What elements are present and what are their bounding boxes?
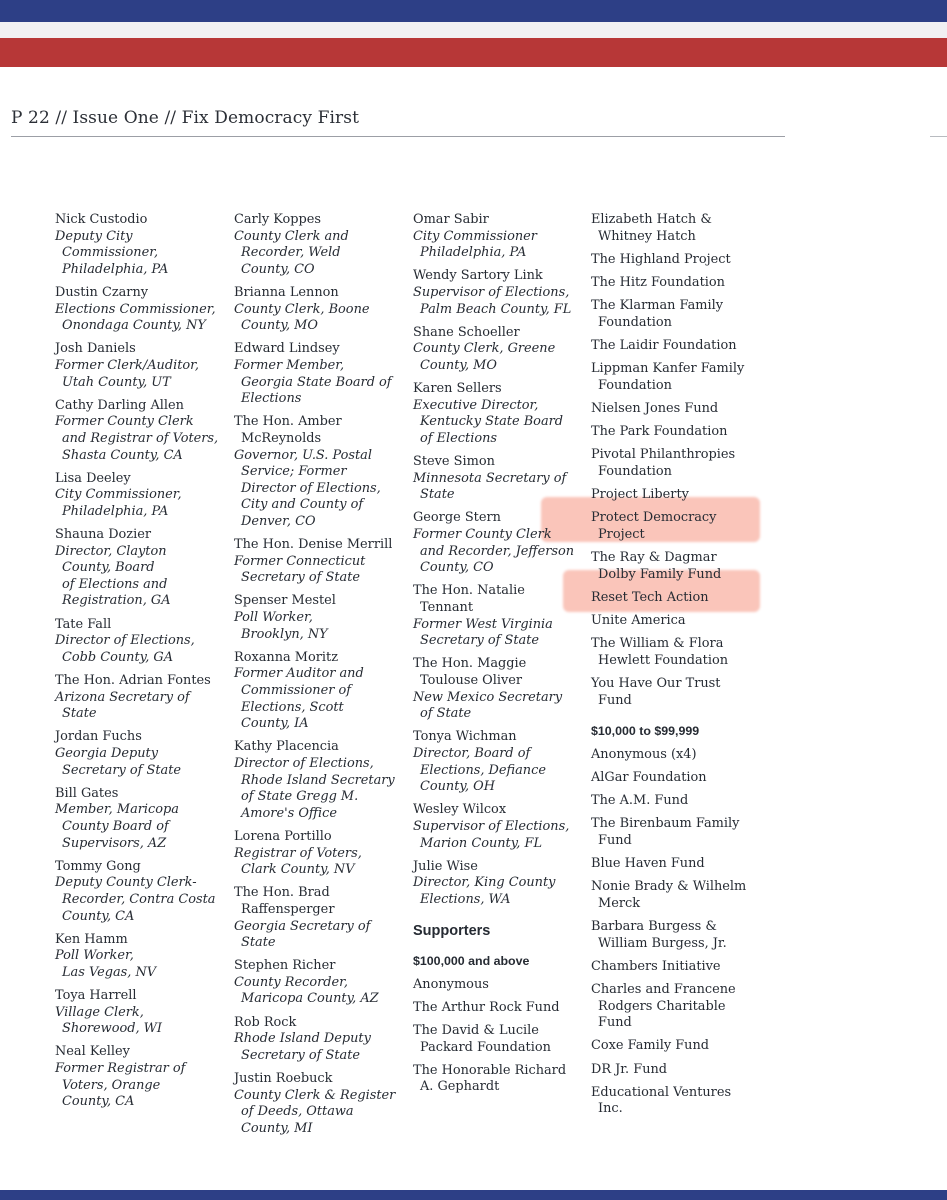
funder-item: AlGar Foundation xyxy=(591,769,707,785)
header-rule xyxy=(11,136,785,137)
person-name: Karen Sellers xyxy=(413,381,502,397)
funder-item: Project Liberty xyxy=(591,487,689,503)
directory-entry xyxy=(55,988,227,1038)
funder-item: Anonymous xyxy=(413,976,489,992)
directory-entry xyxy=(413,454,585,504)
header-rule-stub xyxy=(930,136,947,137)
supporters-heading: Supporters xyxy=(413,922,491,939)
person-title: Former Auditor and Commissioner of Elections, Scott County, IA xyxy=(234,666,364,732)
person-title: Arizona Secretary of State xyxy=(55,689,190,722)
person-title: County Clerk, Greene County, MO xyxy=(413,341,556,373)
directory-entry xyxy=(234,212,406,278)
directory-entry xyxy=(55,285,227,335)
directory-entry xyxy=(55,932,227,982)
person-title: Georgia Deputy Secretary of State xyxy=(55,745,182,778)
directory-entry xyxy=(413,325,585,375)
person-title: Former Registrar of Voters, Orange County, CA xyxy=(55,1061,186,1110)
person-title: Member, Maricopa County Board of Supervisors, AZ xyxy=(55,802,179,851)
funder-item: The Hitz Foundation xyxy=(591,274,725,290)
person-name: Kathy Placencia xyxy=(234,739,339,755)
funder-item: The Arthur Rock Fund xyxy=(413,999,560,1015)
person-title: County Clerk & Register of Deeds, Ottawa County, MI xyxy=(234,1087,396,1136)
person-name: Ken Hamm xyxy=(55,931,128,947)
person-name: Justin Roebuck xyxy=(234,1071,333,1087)
directory-entry xyxy=(413,656,585,722)
directory-entry xyxy=(55,617,227,667)
person-name: The Hon. Maggie Toulouse Oliver xyxy=(413,656,527,688)
person-name: The Hon. Adrian Fontes xyxy=(55,673,211,688)
tier-heading: $10,000 to $99,999 xyxy=(591,724,700,739)
column-3 xyxy=(413,212,585,1103)
directory-entry xyxy=(234,739,406,822)
directory-entry xyxy=(234,1015,406,1065)
directory-entry xyxy=(55,1044,227,1110)
person-name: Julie Wise xyxy=(413,858,478,874)
person-title: Former County Clerk and Registrar of Voters, Shasta County, CA xyxy=(55,414,219,463)
directory-entry xyxy=(55,786,227,852)
directory-entry xyxy=(55,729,227,779)
person-title: Deputy City Commissioner, Philadelphia, PA xyxy=(55,228,169,277)
directory-entry xyxy=(234,537,406,587)
funder-item: The Ray & Dagmar Dolby Family Fund xyxy=(591,550,722,582)
directory-entry xyxy=(234,829,406,879)
person-name: Tommy Gong xyxy=(55,858,141,874)
person-name: Rob Rock xyxy=(234,1014,297,1030)
top-blue-band xyxy=(0,0,947,22)
person-name: The Hon. Denise Merrill xyxy=(234,537,393,553)
funder-item: Charles and Francene Rodgers Charitable Fund xyxy=(591,982,736,1031)
person-title: Poll Worker, Las Vegas, NV xyxy=(55,948,157,980)
person-title: County Clerk, Boone County, MO xyxy=(234,301,370,334)
funder-item: The David & Lucile Packard Foundation xyxy=(413,1023,551,1055)
person-name: Josh Daniels xyxy=(55,341,136,357)
funder-item: Protect Democracy Project xyxy=(591,510,717,542)
funder-item: The Highland Project xyxy=(591,251,731,267)
funder-item: The Laidir Foundation xyxy=(591,337,737,353)
person-name: Tate Fall xyxy=(55,616,112,632)
person-name: Bill Gates xyxy=(55,785,119,801)
tier-heading: $100,000 and above xyxy=(413,954,530,969)
funder-item: Reset Tech Action xyxy=(591,589,709,605)
person-title: Supervisor of Elections, Marion County, FL xyxy=(413,818,570,851)
directory-entry xyxy=(413,268,585,318)
person-name: Tonya Wichman xyxy=(413,729,517,745)
person-title: Director, King County Elections, WA xyxy=(413,875,556,907)
person-title: Registrar of Voters, Clark County, NV xyxy=(234,845,362,878)
person-name: The Hon. Natalie Tennant xyxy=(413,583,525,616)
person-name: Lisa Deeley xyxy=(55,470,131,486)
funder-item: Lippman Kanfer Family Foundation xyxy=(591,361,745,393)
person-title: Former Clerk/Auditor, Utah County, UT xyxy=(55,357,199,390)
person-title: Former Connecticut Secretary of State xyxy=(234,553,366,586)
directory-entry xyxy=(55,527,227,610)
person-title: Former Member, Georgia State Board of Elections xyxy=(234,357,392,407)
person-name: Edward Lindsey xyxy=(234,341,340,357)
person-name: Toya Harrell xyxy=(55,988,137,1004)
person-name: Wendy Sartory Link xyxy=(413,268,543,284)
directory-entry xyxy=(413,859,585,909)
funder-item: The Park Foundation xyxy=(591,424,728,440)
person-title: Governor, U.S. Postal Service; Former Director of Elections, City and County of Denver, CO xyxy=(234,447,381,529)
column-1 xyxy=(55,212,227,1117)
person-title: Poll Worker, Brooklyn, NY xyxy=(234,610,328,642)
funder-item: The William & Flora Hewlett Foundation xyxy=(591,636,729,668)
person-title: City Commissioner Philadelphia, PA xyxy=(413,228,537,261)
person-name: Stephen Richer xyxy=(234,958,336,974)
person-name: Dustin Czarny xyxy=(55,284,149,300)
person-name: The Hon. Amber McReynolds xyxy=(234,414,342,446)
person-title: Director, Board of Elections, Defiance County, OH xyxy=(413,745,546,795)
person-title: Director of Elections, Cobb County, GA xyxy=(55,633,195,665)
funder-item: You Have Our Trust Fund xyxy=(591,675,721,708)
directory-entry xyxy=(55,212,227,278)
person-title: City Commissioner, Philadelphia, PA xyxy=(55,487,182,519)
directory-entry xyxy=(234,414,406,530)
funder-item: Barbara Burgess & William Burgess, Jr. xyxy=(591,919,727,951)
directory-entry xyxy=(413,212,585,262)
funder-item: Coxe Family Fund xyxy=(591,1038,710,1054)
person-title: Executive Director, Kentucky State Board of Elections xyxy=(413,397,564,446)
funder-item: Unite America xyxy=(591,613,686,628)
person-name: Shauna Dozier xyxy=(55,527,152,543)
person-name: Roxanna Moritz xyxy=(234,649,339,665)
directory-entry xyxy=(413,583,585,649)
person-name: Carly Koppes xyxy=(234,212,322,227)
directory-entry xyxy=(55,673,227,723)
person-name: Steve Simon xyxy=(413,454,495,470)
funder-item: Elizabeth Hatch & Whitney Hatch xyxy=(591,212,712,244)
directory-entry xyxy=(55,341,227,391)
funder-item: Blue Haven Fund xyxy=(591,856,705,872)
person-name: Wesley Wilcox xyxy=(413,802,507,818)
person-title: Former County Clerk and Recorder, Jefferson County, CO xyxy=(413,527,575,576)
directory-entry xyxy=(234,650,406,733)
person-name: Spenser Mestel xyxy=(234,593,336,609)
directory-entry xyxy=(413,510,585,576)
person-name: Brianna Lennon xyxy=(234,284,339,300)
bottom-blue-band xyxy=(0,1190,947,1200)
person-name: George Stern xyxy=(413,510,501,526)
person-title: Director, Clayton County, Board of Elections and Registration, GA xyxy=(55,543,171,609)
person-title: Village Clerk, Shorewood, WI xyxy=(55,1004,163,1037)
person-title: Minnesota Secretary of State xyxy=(413,470,567,503)
directory-entry xyxy=(55,471,227,521)
red-band xyxy=(0,38,947,67)
person-name: Jordan Fuchs xyxy=(55,729,142,745)
band-gap xyxy=(0,22,947,38)
person-title: Former West Virginia Secretary of State xyxy=(413,616,553,649)
person-name: Cathy Darling Allen xyxy=(55,397,184,413)
page-header: P 22 // Issue One // Fix Democracy First xyxy=(11,108,360,128)
person-title: Georgia Secretary of State xyxy=(234,918,371,951)
person-name: Neal Kelley xyxy=(55,1044,130,1060)
person-title: County Recorder, Maricopa County, AZ xyxy=(234,974,379,1007)
funder-item: The Birenbaum Family Fund xyxy=(591,816,740,848)
person-name: Lorena Portillo xyxy=(234,828,332,844)
directory-entry xyxy=(413,729,585,795)
person-title: Rhode Island Deputy Secretary of State xyxy=(234,1031,371,1063)
funder-item: Anonymous (x4) xyxy=(591,746,697,762)
directory-entry xyxy=(413,802,585,852)
funder-item: Pivotal Philanthropies Foundation xyxy=(591,447,736,479)
person-title: Supervisor of Elections, Palm Beach County, FL xyxy=(413,284,572,317)
directory-entry xyxy=(234,341,406,407)
funder-item: DR Jr. Fund xyxy=(591,1061,668,1077)
person-name: Omar Sabir xyxy=(413,212,489,227)
funder-item: Educational Ventures Inc. xyxy=(591,1084,732,1117)
person-name: Shane Schoeller xyxy=(413,324,520,340)
directory-entry xyxy=(234,1071,406,1137)
funder-item: Chambers Initiative xyxy=(591,958,721,974)
person-title: Director of Elections, Rhode Island Secretary of State Gregg M. Amore's Office xyxy=(234,755,395,821)
funder-item: Nielsen Jones Fund xyxy=(591,400,719,416)
directory-entry xyxy=(55,398,227,464)
funder-item: The Honorable Richard A. Gephardt xyxy=(413,1062,567,1095)
directory-entry xyxy=(234,885,406,951)
column-4 xyxy=(591,212,781,1125)
funder-item: The A.M. Fund xyxy=(591,793,689,809)
person-title: New Mexico Secretary of State xyxy=(413,689,563,722)
column-2 xyxy=(234,212,406,1144)
person-name: Nick Custodio xyxy=(55,212,148,227)
funder-item: The Klarman Family Foundation xyxy=(591,298,724,330)
directory-entry xyxy=(234,285,406,335)
funder-item: Nonie Brady & Wilhelm Merck xyxy=(591,879,747,911)
person-title: Deputy County Clerk- Recorder, Contra Costa County, CA xyxy=(55,875,216,924)
directory-entry xyxy=(234,593,406,643)
person-title: County Clerk and Recorder, Weld County, CO xyxy=(234,228,349,277)
directory-entry xyxy=(55,859,227,925)
person-title: Elections Commissioner, Onondaga County, NY xyxy=(55,301,216,334)
directory-entry xyxy=(413,381,585,447)
directory-entry xyxy=(234,958,406,1008)
person-name: The Hon. Brad Raffensperger xyxy=(234,885,335,917)
